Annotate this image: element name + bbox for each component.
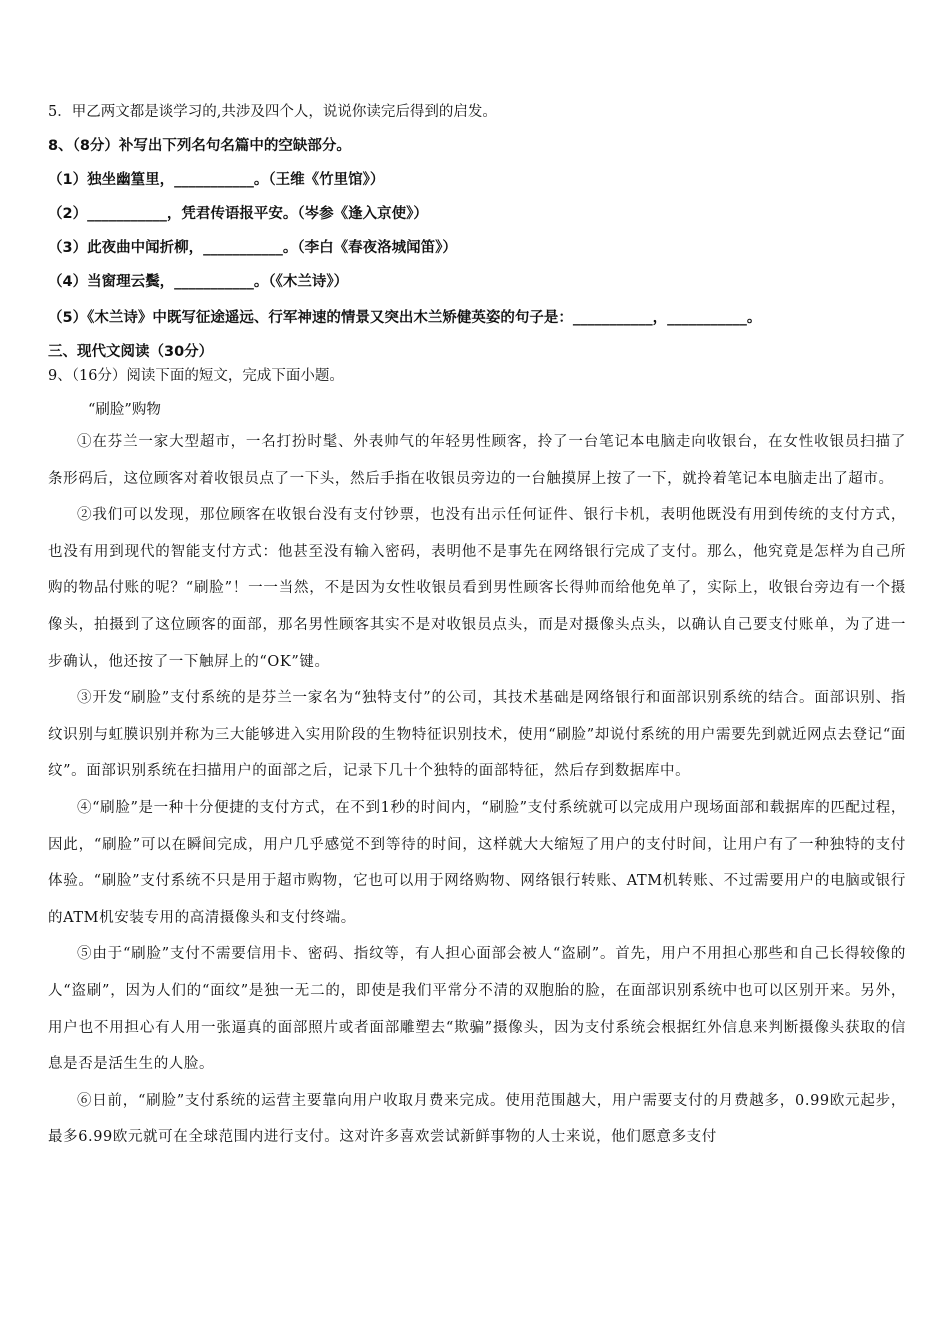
question-5: 5．甲乙两文都是谈学习的,共涉及四个人，说说你读完后得到的启发。 bbox=[48, 104, 497, 120]
article-paragraph-3: ③开发“刷脸”支付系统的是芬兰一家名为“独特支付”的公司，其技术基础是网络银行和面部识别系统的结合。面部识别、指纹识别与虹膜识别并称为三大能够进入实用阶段的生物特征识别技术，使用“刷脸”却说付系统的用户需要先到就近网点去登记“面纹”。面部识别系统在扫描用户的面部之后，记录下几十个独特的面部特征，然后存到数据库中。 bbox=[48, 690, 906, 780]
section-3-heading: 三、现代文阅读（30分） bbox=[48, 344, 214, 360]
question-8-item-1: （1）独坐幽篁里，___________。（王维《竹里馆》） bbox=[48, 172, 385, 188]
article-paragraph-6: ⑥日前，“刷脸”支付系统的运营主要靠向用户收取月费来完成。使用范围越大，用户需要支付的月费越多，0.99欧元起步，最多6.99欧元就可在全球范围内进行支付。这对许多喜欢尝试新鲜事物的人士来说，他们愿意多支付 bbox=[48, 1092, 906, 1146]
question-8-item-3: （3）此夜曲中闻折柳，___________。（李白《春夜洛城闻笛》） bbox=[48, 240, 457, 256]
question-8-item-4: （4）当窗理云鬓，___________。（《木兰诗》） bbox=[48, 274, 349, 290]
article-paragraph-2: ②我们可以发现，那位顾客在收银台没有支付钞票，也没有出示任何证件、银行卡机，表明他既没有用到传统的支付方式，也没有用到现代的智能支付方式：他甚至没有输入密码，表明他不是事先在网络银行完成了支付。那么，他究竟是怎样为自己所购的物品付账的呢？“刷脸”！一一当然，不是因为女性收银员看到男性顾客长得帅而给他免单了，实际上，收银台旁边有一个摄像头，拍摄到了这位顾客的面部，那名男性顾客其实不是对收银员点头，而是对摄像头点头，以确认自己要支付账单，为了进一步确认，他还按了一下触屏上的“OK”键。 bbox=[48, 507, 906, 670]
article-paragraph-4: ④“刷脸”是一种十分便捷的支付方式，在不到1秒的时间内，“刷脸”支付系统就可以完成用户现场面部和载据库的匹配过程，因此，“刷脸”可以在瞬间完成，用户几乎感觉不到等待的时间，这样就大大缩短了用户的支付时间，让用户有了一种独特的支付体验。“刷脸”支付系统不只是用于超市购物，它也可以用于网络购物、网络银行转账、ATM机转账、不过需要用户的电脑或银行的ATM机安装专用的高清摄像头和支付终端。 bbox=[48, 799, 906, 926]
article-body bbox=[48, 424, 906, 1156]
question-8-item-5: （5）《木兰诗》中既写征途遥远、行军神速的情景又突出木兰矫健英姿的句子是：___________，___________。 bbox=[48, 310, 762, 326]
article-paragraph-5: ⑤由于“刷脸”支付不需要信用卡、密码、指纹等，有人担心面部会被人“盗刷”。首先，用户不用担心那些和自己长得较像的人“盗刷”，因为人们的“面纹”是独一无二的，即使是我们平常分不清的双胞胎的脸，在面部识别系统中也可以区别开来。另外，用户也不用担心有人用一张逼真的面部照片或者面部雕塑去“欺骗”摄像头，因为支付系统会根据红外信息来判断摄像头获取的信息是否是活生生的人脸。 bbox=[48, 946, 906, 1073]
question-8-item-2: （2）___________，凭君传语报平安。（岑参《逢入京使》） bbox=[48, 206, 428, 222]
article-title: “刷脸”购物 bbox=[88, 402, 161, 418]
question-9: 9、（16分）阅读下面的短文，完成下面小题。 bbox=[48, 368, 344, 384]
question-8-title: 8、（8分）补写出下列名句名篇中的空缺部分。 bbox=[48, 138, 351, 154]
article-paragraph-1: ①在芬兰一家大型超市，一名打扮时髦、外表帅气的年轻男性顾客，拎了一台笔记本电脑走向收银台，在女性收银员扫描了条形码后，这位顾客对着收银员点了一下头，然后手指在收银员旁边的一台触摸屏上按了一下，就拎着笔记本电脑走出了超市。 bbox=[48, 434, 906, 487]
